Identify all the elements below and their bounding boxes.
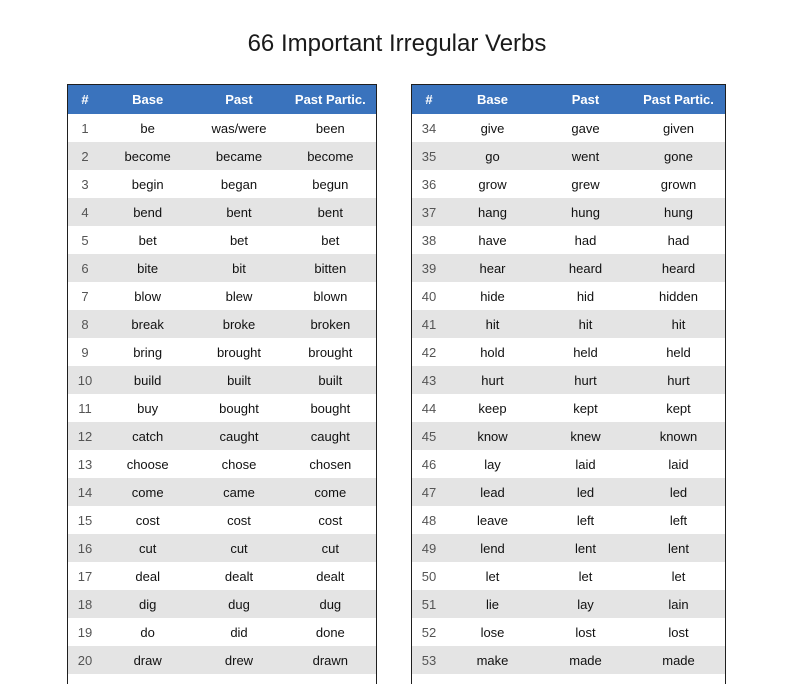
cell-past: broke: [222, 316, 256, 332]
cell-past: cost: [227, 512, 251, 528]
cell-base: break: [131, 316, 164, 332]
row-number: 15: [77, 512, 93, 528]
cell-past: came: [223, 484, 255, 500]
cell-past-participle: cut: [321, 540, 339, 556]
table-row: [412, 366, 725, 394]
table-row: [68, 618, 376, 646]
row-number: 39: [421, 260, 437, 276]
table-body: [412, 114, 725, 674]
row-number: 44: [421, 400, 437, 416]
cell-past-participle: bitten: [314, 260, 347, 276]
table-row: [68, 422, 376, 450]
cell-base: lead: [480, 484, 505, 500]
table-row: [68, 646, 376, 674]
cell-base: bring: [133, 344, 163, 360]
cell-base: deal: [135, 568, 160, 584]
cell-past-participle: made: [662, 652, 695, 668]
page-title: 66 Important Irregular Verbs: [247, 30, 547, 57]
cell-base: bite: [137, 260, 159, 276]
cell-past-participle: hung: [664, 204, 693, 220]
cell-past-participle: come: [314, 484, 347, 500]
cell-past-participle: blown: [313, 288, 348, 304]
table-row: [68, 226, 376, 254]
table-body: [68, 114, 376, 674]
verbs-table-right: [411, 84, 726, 684]
cell-base: choose: [126, 456, 169, 472]
cell-base: go: [485, 148, 500, 164]
header-past-participle: Past Partic.: [643, 92, 714, 107]
cell-past: did: [230, 624, 248, 640]
table-row: [412, 422, 725, 450]
header-past: Past: [571, 92, 600, 107]
row-number: 51: [421, 596, 437, 612]
row-number: 12: [77, 428, 93, 444]
cell-base: blow: [134, 288, 162, 304]
row-number: 17: [77, 568, 93, 584]
table-row: [68, 506, 376, 534]
table-row: [412, 562, 725, 590]
cell-past-participle: led: [669, 484, 688, 500]
cell-past-participle: heard: [661, 260, 696, 276]
row-number: 37: [421, 204, 437, 220]
cell-past-participle: laid: [668, 456, 689, 472]
cell-base: leave: [476, 512, 509, 528]
table-row: [68, 366, 376, 394]
table-row: [412, 282, 725, 310]
row-number: 13: [77, 456, 93, 472]
cell-base: keep: [478, 400, 507, 416]
row-number: 19: [77, 624, 93, 640]
cell-past: laid: [575, 456, 596, 472]
cell-base: let: [485, 568, 500, 584]
header-past: Past: [225, 92, 253, 107]
cell-past-participle: given: [662, 120, 695, 136]
cell-base: come: [131, 484, 164, 500]
row-number: 1: [81, 120, 89, 136]
cell-base: hide: [480, 288, 505, 304]
table-row: [412, 338, 725, 366]
row-number: 45: [421, 428, 437, 444]
cell-past: hit: [578, 316, 593, 332]
cell-past-participle: lent: [668, 540, 689, 556]
cell-base: bet: [138, 232, 157, 248]
table-row: [412, 618, 725, 646]
row-number: 49: [421, 540, 437, 556]
table-row: [412, 142, 725, 170]
row-number: 6: [81, 260, 89, 276]
cell-past-participle: kept: [666, 400, 691, 416]
cell-past-participle: left: [669, 512, 688, 528]
row-number: 4: [81, 204, 89, 220]
cell-past-participle: drawn: [312, 652, 349, 668]
cell-base: build: [133, 372, 162, 388]
cell-past: left: [576, 512, 595, 528]
row-number: 36: [421, 176, 437, 192]
table-row: [68, 590, 376, 618]
cell-past: kept: [573, 400, 598, 416]
row-number: 2: [81, 148, 89, 164]
cell-past-participle: dealt: [316, 568, 345, 584]
row-number: 3: [81, 176, 89, 192]
cell-base: cut: [138, 540, 157, 556]
table-row: [68, 450, 376, 478]
row-number: 47: [421, 484, 437, 500]
cell-past: hid: [576, 288, 595, 304]
table-row: [412, 170, 725, 198]
cell-base: have: [478, 232, 507, 248]
cell-past: chose: [221, 456, 257, 472]
table-row: [412, 254, 725, 282]
cell-base: lose: [480, 624, 505, 640]
cell-base: hang: [478, 204, 507, 220]
cell-past-participle: grown: [660, 176, 697, 192]
cell-past: blew: [225, 288, 253, 304]
cell-past: grew: [571, 176, 600, 192]
cell-past: drew: [224, 652, 254, 668]
row-number: 43: [421, 372, 437, 388]
header-past-participle: Past Partic.: [294, 92, 366, 107]
cell-past: lent: [575, 540, 596, 556]
cell-base: be: [140, 120, 155, 136]
cell-past: bent: [226, 204, 252, 220]
cell-past: bit: [232, 260, 246, 276]
cell-past: had: [574, 232, 597, 248]
table-row: [412, 478, 725, 506]
cell-past: gave: [571, 120, 600, 136]
row-number: 18: [77, 596, 93, 612]
cell-past: lost: [575, 624, 596, 640]
table-row: [68, 170, 376, 198]
cell-past-participle: bought: [310, 400, 351, 416]
cell-base: hear: [479, 260, 506, 276]
cell-past-participle: lain: [668, 596, 689, 612]
cell-base: hold: [480, 344, 505, 360]
row-number: 53: [421, 652, 437, 668]
cell-base: bend: [133, 204, 163, 220]
table-row: [68, 114, 376, 142]
table-header: [412, 85, 725, 114]
header-num: #: [81, 92, 89, 107]
cell-past: became: [215, 148, 263, 164]
verbs-table-left: [67, 84, 377, 684]
row-number: 5: [81, 232, 89, 248]
row-number: 35: [421, 148, 437, 164]
cell-past-participle: hit: [671, 316, 686, 332]
row-number: 42: [421, 344, 437, 360]
cell-base: hit: [485, 316, 500, 332]
header-base: Base: [476, 92, 509, 107]
table-row: [68, 310, 376, 338]
cell-past: hurt: [574, 372, 597, 388]
cell-past: dug: [228, 596, 250, 612]
cell-base: begin: [131, 176, 164, 192]
cell-base: grow: [478, 176, 507, 192]
row-number: 41: [421, 316, 437, 332]
cell-past-participle: known: [659, 428, 698, 444]
cell-past: went: [571, 148, 600, 164]
cell-past: built: [227, 372, 251, 388]
cell-past-participle: been: [315, 120, 345, 136]
cell-past: made: [569, 652, 602, 668]
cell-past-participle: lost: [668, 624, 689, 640]
cell-past-participle: bent: [317, 204, 343, 220]
table-row: [412, 310, 725, 338]
row-number: 10: [77, 372, 93, 388]
cell-past-participle: broken: [310, 316, 351, 332]
table-row: [68, 282, 376, 310]
table-row: [68, 562, 376, 590]
cell-past: let: [578, 568, 593, 584]
cell-past-participle: gone: [664, 148, 693, 164]
table-row: [68, 198, 376, 226]
cell-past-participle: chosen: [309, 456, 352, 472]
table-row: [68, 534, 376, 562]
row-number: 46: [421, 456, 437, 472]
cell-past-participle: begun: [312, 176, 349, 192]
table-row: [412, 226, 725, 254]
table-row: [68, 478, 376, 506]
cell-past-participle: caught: [310, 428, 350, 444]
cell-past-participle: done: [315, 624, 345, 640]
cell-past: heard: [568, 260, 603, 276]
cell-base: know: [477, 428, 508, 444]
table-row: [412, 534, 725, 562]
row-number: 38: [421, 232, 437, 248]
table-row: [68, 338, 376, 366]
row-number: 7: [81, 288, 89, 304]
cell-past: knew: [570, 428, 601, 444]
cell-past: bet: [229, 232, 249, 248]
table-row: [412, 506, 725, 534]
cell-past-participle: held: [666, 344, 691, 360]
cell-past: caught: [219, 428, 259, 444]
cell-past: was/were: [211, 120, 267, 136]
cell-base: do: [140, 624, 155, 640]
cell-base: cost: [135, 512, 160, 528]
cell-base: give: [480, 120, 505, 136]
row-number: 34: [421, 120, 437, 136]
row-number: 8: [81, 316, 89, 332]
table-row: [412, 394, 725, 422]
cell-past: cut: [230, 540, 248, 556]
cell-past: held: [573, 344, 598, 360]
cell-past-participle: become: [307, 148, 354, 164]
cell-past: hung: [571, 204, 600, 220]
table-header: [68, 85, 376, 114]
cell-base: lend: [480, 540, 505, 556]
cell-base: lay: [484, 456, 501, 472]
row-number: 48: [421, 512, 437, 528]
header-num: #: [425, 92, 433, 107]
cell-base: become: [124, 148, 171, 164]
table-row: [412, 198, 725, 226]
cell-base: make: [476, 652, 509, 668]
table-row: [68, 394, 376, 422]
cell-base: draw: [133, 652, 162, 668]
row-number: 40: [421, 288, 437, 304]
cell-past-participle: hidden: [658, 288, 699, 304]
row-number: 9: [81, 344, 89, 360]
cell-past-participle: brought: [308, 344, 353, 360]
table-row: [412, 590, 725, 618]
table-row: [412, 114, 725, 142]
cell-base: dig: [138, 596, 157, 612]
cell-past-participle: built: [318, 372, 343, 388]
cell-base: buy: [137, 400, 159, 416]
row-number: 50: [421, 568, 437, 584]
row-number: 11: [78, 400, 92, 416]
cell-base: lie: [485, 596, 499, 612]
cell-base: catch: [132, 428, 164, 444]
cell-past: dealt: [224, 568, 254, 584]
cell-past-participle: bet: [321, 232, 340, 248]
cell-past-participle: cost: [318, 512, 343, 528]
row-number: 20: [77, 652, 93, 668]
row-number: 14: [77, 484, 93, 500]
table-row: [68, 254, 376, 282]
table-row: [412, 450, 725, 478]
cell-past-participle: dug: [319, 596, 342, 612]
cell-past: lay: [577, 596, 594, 612]
table-row: [68, 142, 376, 170]
row-number: 16: [77, 540, 93, 556]
cell-past: brought: [216, 344, 262, 360]
row-number: 52: [421, 624, 437, 640]
cell-past-participle: had: [667, 232, 690, 248]
cell-base: hurt: [481, 372, 504, 388]
table-row: [412, 646, 725, 674]
cell-past: led: [576, 484, 595, 500]
cell-past: bought: [219, 400, 259, 416]
cell-past-participle: let: [671, 568, 686, 584]
header-base: Base: [132, 92, 164, 107]
cell-past: began: [220, 176, 258, 192]
cell-past-participle: hurt: [667, 372, 690, 388]
